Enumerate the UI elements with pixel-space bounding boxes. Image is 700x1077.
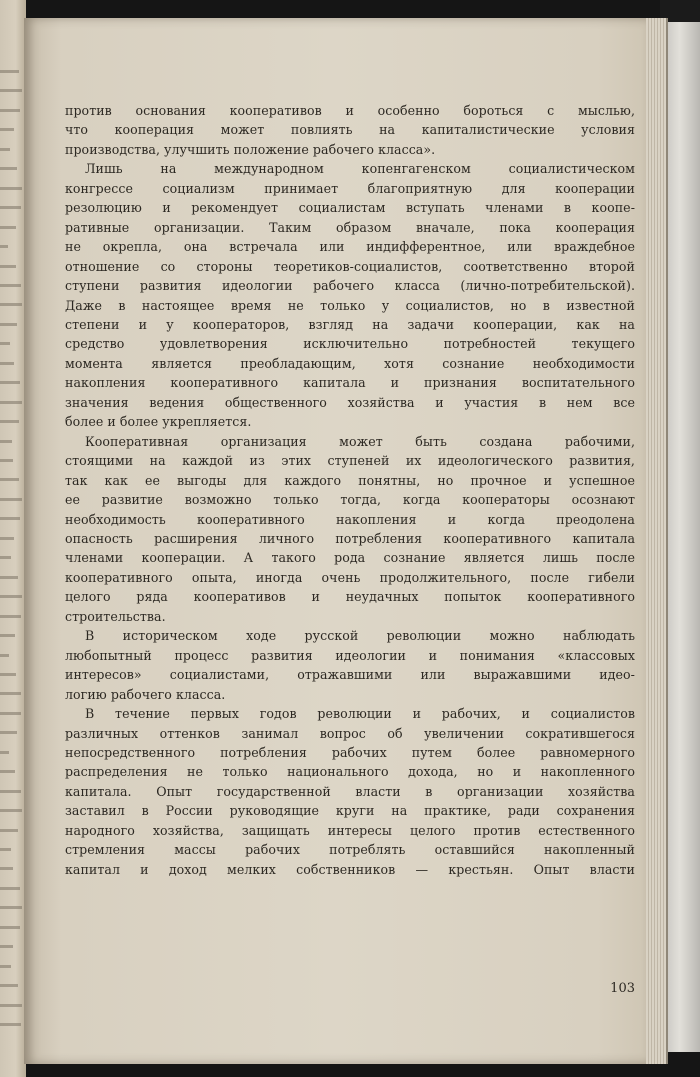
left-page-text-fragment	[0, 595, 22, 598]
text-line: производства, улучшить положение рабочего класса».	[65, 141, 436, 157]
left-page-text-fragment	[0, 654, 9, 657]
left-page-text-fragment	[0, 673, 16, 676]
text-line: заставил в России руководящие круги на практике, ради сохранения	[65, 803, 635, 819]
book-cover-edge	[666, 22, 700, 1052]
text-line: конгрессе социализм принимает благоприятную для кооперации	[65, 180, 635, 196]
left-page-text-fragment	[0, 265, 16, 268]
text-line: Лишь на международном копенгагенском социалистическом	[85, 161, 635, 177]
left-page-text-fragment	[0, 284, 21, 287]
left-page-text-fragment	[0, 829, 18, 832]
left-page-text-fragment	[0, 401, 22, 404]
text-line: так как ее выгоды для каждого понятны, но прочное и успешное	[65, 472, 635, 488]
left-page-text-fragment	[0, 556, 11, 559]
book-page	[24, 18, 646, 1064]
text-line: В историческом ходе русской революции можно наблюдать	[85, 628, 635, 644]
left-page-text-fragment	[0, 478, 19, 481]
text-line: капитал и доход мелких собственников — крестьян. Опыт власти	[65, 861, 635, 877]
text-line: момента является преобладающим, хотя сознание необходимости	[65, 355, 635, 371]
left-page-text-fragment	[0, 906, 22, 909]
text-line: стоящими на каждой из этих ступеней их идеологического развития,	[65, 453, 635, 469]
text-line: интересов» социалистами, отражавшими или выражавшими идео-	[65, 667, 635, 683]
text-line: капитала. Опыт государственной власти в организации хозяйства	[65, 783, 635, 799]
left-page-text-fragment	[0, 615, 21, 618]
left-page-text-fragment	[0, 965, 11, 968]
left-page-text-fragment	[0, 128, 14, 131]
text-line: непосредственного потребления рабочих путем более равномерного	[65, 744, 635, 760]
text-line: различных оттенков занимал вопрос об увеличении сократившегося	[65, 725, 635, 741]
text-line: народного хозяйства, защищать интересы целого против естественного	[65, 822, 635, 838]
left-page-text-fragment	[0, 440, 12, 443]
text-line: ративные организации. Таким образом вначале, пока кооперация	[65, 219, 635, 235]
left-page-text-fragment	[0, 576, 18, 579]
text-line: ступени развития идеологии рабочего класса (лично-потребительской).	[65, 278, 635, 294]
page-body-text	[65, 101, 635, 879]
text-line: что кооперация может повлиять на капиталистические условия	[65, 122, 635, 138]
left-page-text-fragment	[0, 362, 14, 365]
left-page-text-fragment	[0, 498, 22, 501]
text-line: ее развитие возможно только тогда, когда кооператоры осознают	[65, 492, 635, 508]
left-page-text-fragment	[0, 751, 9, 754]
text-line: значения ведения общественного хозяйства и участия в нем все	[65, 394, 635, 410]
left-page-text-fragment	[0, 109, 20, 112]
left-page-text-fragment	[0, 187, 22, 190]
left-page-text-fragment	[0, 206, 21, 209]
left-page-text-fragment	[0, 167, 17, 170]
text-line: необходимость кооперативного накопления и когда преодолена	[65, 511, 635, 527]
left-page-text-fragment	[0, 945, 13, 948]
left-page-text-fragment	[0, 731, 17, 734]
left-page-text-fragment	[0, 303, 22, 306]
left-page-text-fragment	[0, 226, 16, 229]
left-page-text-fragment	[0, 712, 21, 715]
text-line: строительства.	[65, 608, 166, 624]
text-line: средство удовлетворения исключительно потребностей текущего	[65, 336, 635, 352]
left-page-text-fragment	[0, 984, 18, 987]
left-page-edge	[0, 0, 26, 1077]
text-line: кооперативного опыта, иногда очень продолжительного, после гибели	[65, 569, 635, 585]
text-line: любопытный процесс развития идеологии и понимания «классовых	[65, 647, 635, 663]
text-line: отношение со стороны теоретиков-социалистов, соответственно второй	[65, 258, 635, 274]
text-line: степени и у кооператоров, взгляд на задачи кооперации, как на	[65, 316, 635, 332]
text-line: опасность расширения личного потребления кооперативного капитала	[65, 530, 635, 546]
left-page-text-fragment	[0, 89, 22, 92]
left-page-text-fragment	[0, 342, 10, 345]
text-line: стремления массы рабочих потреблять оставшийся накопленный	[65, 842, 635, 858]
left-page-text-fragment	[0, 790, 21, 793]
text-line: более и более укрепляется.	[65, 414, 252, 430]
left-page-text-fragment	[0, 809, 22, 812]
left-page-text-fragment	[0, 70, 19, 73]
text-line: Кооперативная организация может быть создана рабочими,	[85, 433, 635, 449]
text-line: не окрепла, она встречала или индифферентное, или враждебное	[65, 239, 635, 255]
text-line: В течение первых годов революции и рабочих, и социалистов	[85, 706, 635, 722]
left-page-text-fragment	[0, 634, 15, 637]
text-line: логию рабочего класса.	[65, 686, 226, 702]
left-page-text-fragment	[0, 867, 13, 870]
text-line: целого ряда кооперативов и неудачных попыток кооперативного	[65, 589, 635, 605]
left-page-text-fragment	[0, 692, 21, 695]
left-page-text-fragment	[0, 381, 20, 384]
left-page-text-fragment	[0, 887, 20, 890]
left-page-text-fragment	[0, 148, 10, 151]
text-line: накопления кооперативного капитала и признания воспитательного	[65, 375, 635, 391]
left-page-text-fragment	[0, 245, 8, 248]
left-page-text-fragment	[0, 420, 19, 423]
text-line: членами кооперации. А такого рода сознание является лишь после	[65, 550, 635, 566]
left-page-text-fragment	[0, 1004, 22, 1007]
left-page-text-fragment	[0, 323, 17, 326]
text-line: Даже в настоящее время не только у социалистов, но в известной	[65, 297, 635, 313]
text-line: резолюцию и рекомендует социалистам вступать членами в коопе-	[65, 200, 635, 216]
text-line: против основания кооперативов и особенно бороться с мыслью,	[65, 103, 635, 118]
text-line: распределения не только национального дохода, но и накопленного	[65, 764, 635, 780]
left-page-text-fragment	[0, 459, 13, 462]
left-page-text-fragment	[0, 926, 20, 929]
left-page-text-fragment	[0, 848, 11, 851]
left-page-text-fragment	[0, 1023, 21, 1026]
left-page-text-fragment	[0, 537, 14, 540]
left-page-text-fragment	[0, 517, 20, 520]
page-number: 103	[610, 981, 635, 996]
left-page-text-fragment	[0, 770, 15, 773]
